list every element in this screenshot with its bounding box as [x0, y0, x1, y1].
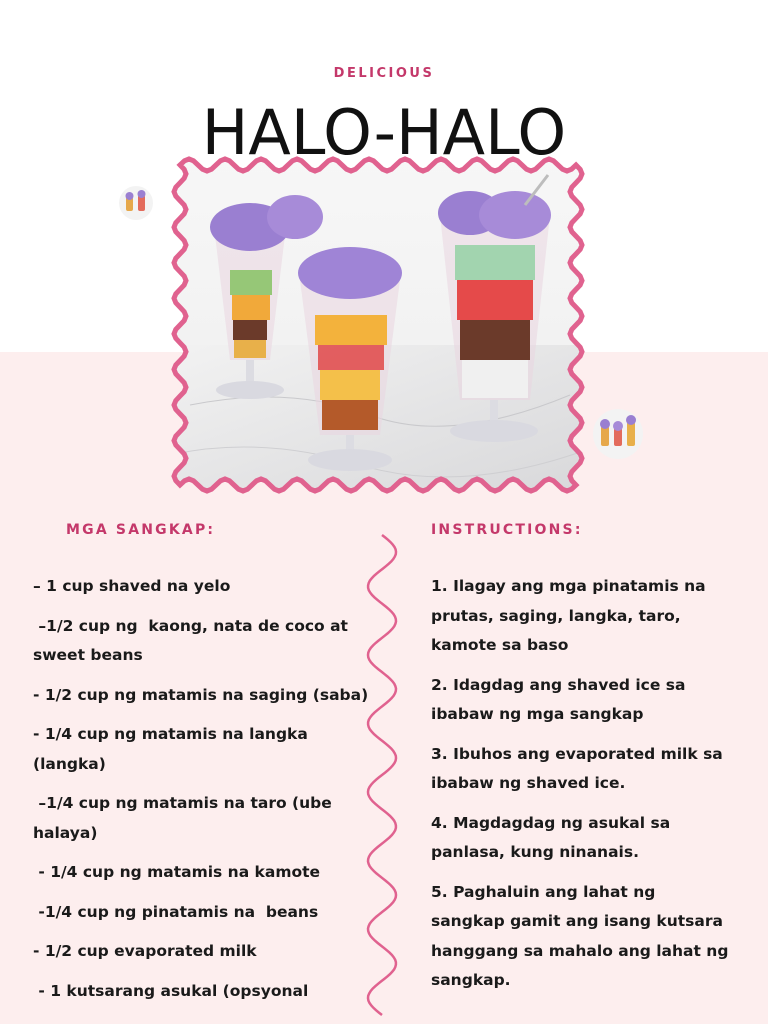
instructions-heading: INSTRUCTIONS: [431, 522, 583, 538]
instruction-step: 3. Ibuhos ang evaporated milk sa ibabaw ng shaved ice. [431, 744, 723, 792]
ingredient-item: –1/2 cup ng kaong, nata de coco at sweet beans [33, 616, 354, 664]
ingredients-list [33, 572, 373, 1016]
halo-halo-photo [170, 155, 586, 495]
halo-halo-sticker-small [118, 185, 154, 221]
wavy-divider [352, 530, 412, 1024]
instruction-step: 5. Paghaluin ang lahat ng sangkap gamit ang isang kutsara hanggang sa mahalo ang lahat ng sangkap. [431, 882, 729, 989]
ingredient-item: - 1/4 cup ng matamis na kamote [33, 863, 321, 881]
instruction-step: 4. Magdagdag ng asukal sa panlasa, kung ninanais. [431, 813, 671, 861]
ingredients-heading: MGA SANGKAP: [66, 522, 216, 538]
page-title: HALO-HALO [201, 96, 567, 169]
ingredient-item: - 1/4 cup ng matamis na langka (langka) [33, 725, 308, 773]
ingredient-item: - 1/2 cup ng matamis na saging (saba) [33, 685, 369, 704]
instruction-step: 1. Ilagay ang mga pinatamis na prutas, saging, langka, taro, kamote sa baso [431, 577, 706, 654]
ingredient-item: – 1 cup shaved na yelo [33, 577, 231, 595]
halo-halo-sticker-right [592, 408, 644, 460]
kicker-label: DELICIOUS [333, 66, 435, 81]
ingredient-item: - 1/2 cup evaporated milk [33, 942, 257, 960]
ingredient-item: - 1 kutsarang asukal (opsyonal [33, 981, 309, 1000]
ingredient-item: -1/4 cup ng pinatamis na beans [33, 902, 319, 921]
ingredient-item: –1/4 cup ng matamis na taro (ube halaya) [33, 794, 338, 842]
instructions-list [431, 572, 731, 1006]
instruction-step: 2. Idagdag ang shaved ice sa ibabaw ng mga sangkap [431, 675, 686, 723]
